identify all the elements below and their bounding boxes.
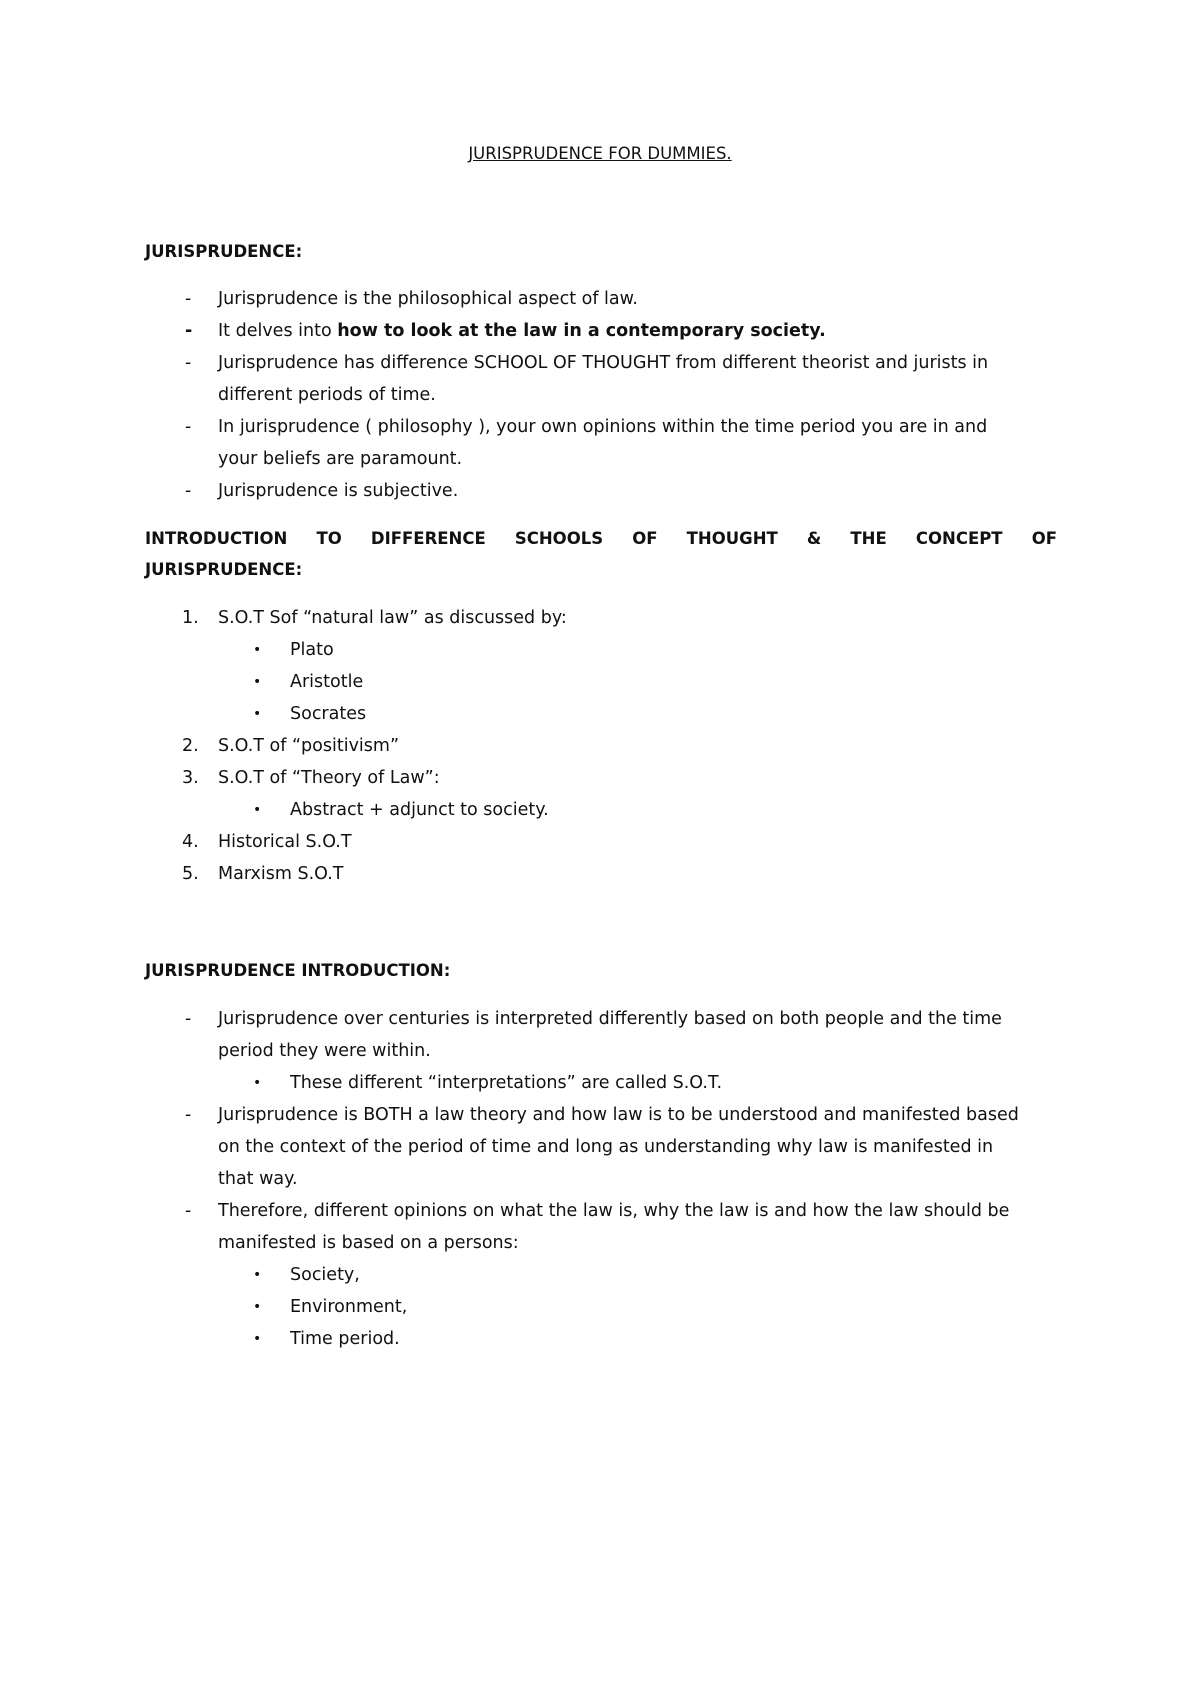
- list-item: 3. S.O.T of “Theory of Law”:: [145, 762, 1057, 794]
- document-title: JURISPRUDENCE FOR DUMMIES.: [468, 144, 732, 163]
- list-item: - It delves into how to look at the law in a contemporary society.: [145, 315, 1057, 347]
- sub-list-item: • These different “interpretations” are called S.O.T.: [145, 1067, 1057, 1099]
- list-item: - Jurisprudence over centuries is interpreted differently based on both people and the time: [145, 1003, 1057, 1035]
- bullet-marker: •: [253, 1075, 262, 1091]
- bullet-marker: •: [253, 706, 262, 722]
- sub-list-item: • Socrates: [145, 698, 1057, 730]
- bullet-marker: •: [253, 642, 262, 658]
- list-item-continuation: your beliefs are paramount.: [218, 449, 463, 469]
- list-item: 4. Historical S.O.T: [145, 826, 1057, 858]
- list-number: 1.: [182, 608, 199, 628]
- list-item-continuation: period they were within.: [218, 1041, 431, 1061]
- dash-marker: -: [185, 417, 192, 437]
- list-item: - Jurisprudence has difference SCHOOL OF THOUGHT from different theorist and jurists in: [145, 347, 1057, 379]
- section-heading-jurisprudence-introduction: JURISPRUDENCE INTRODUCTION:: [145, 961, 451, 980]
- bullet-marker: •: [253, 1331, 262, 1347]
- dash-marker: -: [185, 481, 192, 501]
- dash-marker: -: [185, 1105, 192, 1125]
- dash-marker: -: [185, 1201, 192, 1221]
- section-heading-introduction-cont: JURISPRUDENCE:: [145, 560, 303, 579]
- sub-list-item: • Time period.: [145, 1323, 1057, 1355]
- list-number: 3.: [182, 768, 199, 788]
- list-number: 4.: [182, 832, 199, 852]
- list-item: - Therefore, different opinions on what the law is, why the law is and how the law should be: [145, 1195, 1057, 1227]
- list-item-continuation: that way.: [218, 1169, 298, 1189]
- list-item: 2. S.O.T of “positivism”: [145, 730, 1057, 762]
- sub-list-item: • Aristotle: [145, 666, 1057, 698]
- bullet-marker: •: [253, 674, 262, 690]
- list-item: - In jurisprudence ( philosophy ), your own opinions within the time period you are in and: [145, 411, 1057, 443]
- emphasis-text: how to look at the law in a contemporary society.: [337, 321, 826, 341]
- list-item: - Jurisprudence is the philosophical aspect of law.: [145, 283, 1057, 315]
- bullet-marker: •: [253, 1299, 262, 1315]
- list-item-continuation: on the context of the period of time and long as understanding why law is manifested in: [218, 1137, 994, 1157]
- list-item: - Jurisprudence is subjective.: [145, 475, 1057, 507]
- sub-list-item: • Environment,: [145, 1291, 1057, 1323]
- bullet-marker: •: [253, 1267, 262, 1283]
- dash-marker: -: [185, 353, 192, 373]
- sub-list-item: • Society,: [145, 1259, 1057, 1291]
- section1-list: [145, 283, 1057, 507]
- dash-marker: -: [185, 321, 193, 341]
- list-item: 1. S.O.T Sof “natural law” as discussed by:: [145, 602, 1057, 634]
- bullet-marker: •: [253, 802, 262, 818]
- list-item-continuation: manifested is based on a persons:: [218, 1233, 519, 1253]
- section-heading-introduction: INTRODUCTION TO DIFFERENCE SCHOOLS OF THOUGHT & THE CONCEPT OF: [145, 529, 1057, 548]
- list-number: 5.: [182, 864, 199, 884]
- dash-marker: -: [185, 289, 192, 309]
- section-heading-jurisprudence: JURISPRUDENCE:: [145, 242, 303, 261]
- list-item: - Jurisprudence is BOTH a law theory and how law is to be understood and manifested based: [145, 1099, 1057, 1131]
- list-number: 2.: [182, 736, 199, 756]
- sub-list-item: • Abstract + adjunct to society.: [145, 794, 1057, 826]
- section3-list: [145, 1003, 1057, 1355]
- list-item-continuation: different periods of time.: [218, 385, 436, 405]
- dash-marker: -: [185, 1009, 192, 1029]
- schools-of-thought-list: [145, 602, 1057, 890]
- sub-list-item: • Plato: [145, 634, 1057, 666]
- list-item: 5. Marxism S.O.T: [145, 858, 1057, 890]
